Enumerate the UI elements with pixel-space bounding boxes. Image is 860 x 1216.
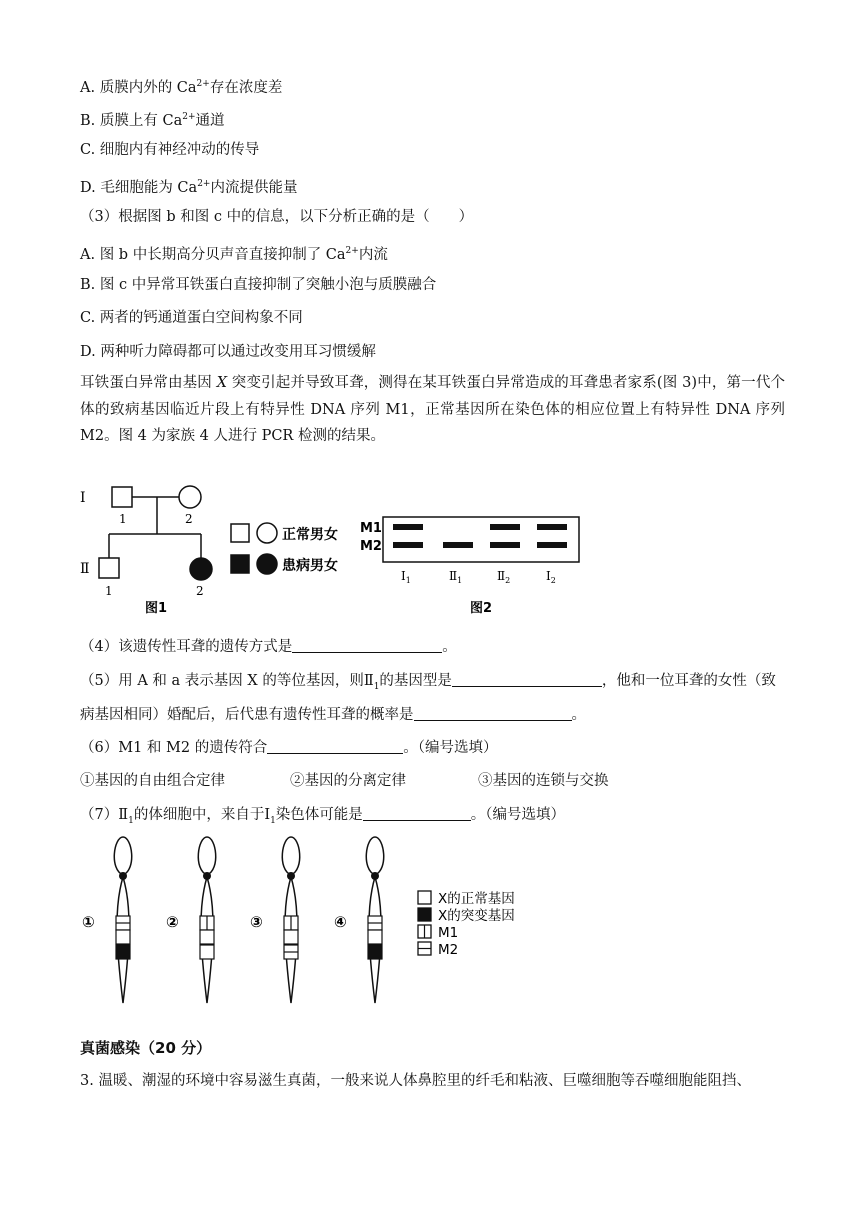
legend-label: M2 <box>438 942 459 958</box>
chromosome-label: ③ <box>250 913 263 931</box>
individual-number: 1 <box>119 512 127 526</box>
question-3-stem: 3. 温暖、潮湿的环境中容易滋生真菌，一般来说人体鼻腔里的纤毛和粘液、巨噬细胞等吞噬细胞能阻挡、 <box>80 1073 751 1089</box>
individual-number: 2 <box>196 584 204 598</box>
chromosome-label: ④ <box>334 913 347 931</box>
gel-band <box>490 524 520 530</box>
male-normal-symbol <box>99 558 119 578</box>
question-4: （4）该遗传性耳聋的遗传方式是 。 <box>80 639 457 655</box>
option-line: D. 两种听力障碍都可以通过改变用耳习惯缓解 <box>80 344 376 360</box>
pcr-gel-figure <box>355 505 595 620</box>
lane-label: $Ⅱ_1$ <box>449 569 463 585</box>
section-heading: 真菌感染（20 分） <box>80 1039 212 1057</box>
pedigree-figure <box>75 478 365 620</box>
legend-male-normal <box>231 524 249 542</box>
gel-frame <box>383 517 579 562</box>
chromosome-figure <box>70 835 540 1010</box>
band-label: M1 <box>360 521 382 536</box>
answer-blank[interactable] <box>414 706 572 721</box>
lane-label: $Ⅰ_1$ <box>401 569 411 585</box>
female-affected-symbol <box>190 558 212 580</box>
question-6-options: ③基因的连锁与交换 <box>478 773 609 789</box>
question-5-line2: 病基因相同）婚配后，后代患有遗传性耳聋的概率是 。 <box>80 707 586 723</box>
question-6: （6）M1 和 M2 的遗传符合 。（编号选填） <box>80 740 498 756</box>
legend-male-affected <box>231 555 249 573</box>
generation-label: Ⅰ <box>80 490 86 506</box>
option-line: D. 毛细胞能为 $Ca^{2+}$内流提供能量 <box>80 179 298 196</box>
legend-normal-label: 正常男女 <box>282 527 338 543</box>
question-stem: （3）根据图 b 和图 c 中的信息，以下分析正确的是（ ） <box>80 209 474 225</box>
answer-blank[interactable] <box>452 672 602 687</box>
legend-mutant-gene <box>418 908 431 921</box>
legend-label: X的突变基因 <box>438 908 515 924</box>
option-line: C. 两者的钙通道蛋白空间构象不同 <box>80 310 303 326</box>
gel-band <box>537 542 567 548</box>
option-line: B. 质膜上有 $Ca^{2+}$通道 <box>80 112 225 129</box>
gel-band <box>443 542 473 548</box>
legend-female-affected <box>257 554 277 574</box>
gel-band <box>537 524 567 530</box>
chromosome-label: ② <box>166 913 179 931</box>
female-normal-symbol <box>179 486 201 508</box>
gel-band <box>490 542 520 548</box>
figure-caption: 图2 <box>470 601 493 616</box>
gel-band <box>393 542 423 548</box>
male-normal-symbol <box>112 487 132 507</box>
option-line: A. 质膜内外的 $Ca^{2+}$存在浓度差 <box>80 79 283 96</box>
legend-affected-label: 患病男女 <box>282 558 338 574</box>
lane-label: $Ⅰ_2$ <box>546 569 556 585</box>
answer-blank[interactable] <box>267 739 403 754</box>
generation-label: Ⅱ <box>80 561 90 577</box>
chromosome-label: ① <box>82 913 95 931</box>
answer-blank[interactable] <box>363 806 471 821</box>
option-line: C. 细胞内有神经冲动的传导 <box>80 142 260 158</box>
band-label: M2 <box>360 539 382 554</box>
legend-label: M1 <box>438 925 459 941</box>
question-7: $(7)Ⅱ_1$的体细胞中，来自于$Ⅰ_1$染色体可能是 。（编号选填） <box>80 807 566 826</box>
question-6-options: ②基因的分离定律 <box>290 773 406 789</box>
individual-number: 2 <box>185 512 193 526</box>
question-5-line1: （5）用 A 和 a 表示基因 X 的等位基因，则$Ⅱ_1$的基因型是 ，他和一位耳聋的女性（致 <box>80 673 776 692</box>
intro-paragraph: 耳铁蛋白异常由基因 X 突变引起并导致耳聋，测得在某耳铁蛋白异常造成的耳聋患者家系(图 3)中，第一代个体的致病基因临近片段上有特异性 DNA 序列 M1，正常基因所在染色体的相应位置上有特异性 DNA 序列 M2。图 4 为家族 4 人进行 PCR 检测的结果。 <box>80 375 785 444</box>
option-line: A. 图 b 中长期高分贝声音直接抑制了 $Ca^{2+}$内流 <box>80 246 388 263</box>
question-6-options: ①基因的自由组合定律 <box>80 773 225 789</box>
lane-label: $Ⅱ_2$ <box>497 569 511 585</box>
answer-blank[interactable] <box>292 638 442 653</box>
legend-label: X的正常基因 <box>438 891 515 907</box>
option-line: B. 图 c 中异常耳铁蛋白直接抑制了突触小泡与质膜融合 <box>80 277 437 293</box>
legend-female-normal <box>257 523 277 543</box>
gel-band <box>393 524 423 530</box>
figure-caption: 图1 <box>145 601 168 616</box>
individual-number: 1 <box>105 584 113 598</box>
legend-normal-gene <box>418 891 431 904</box>
